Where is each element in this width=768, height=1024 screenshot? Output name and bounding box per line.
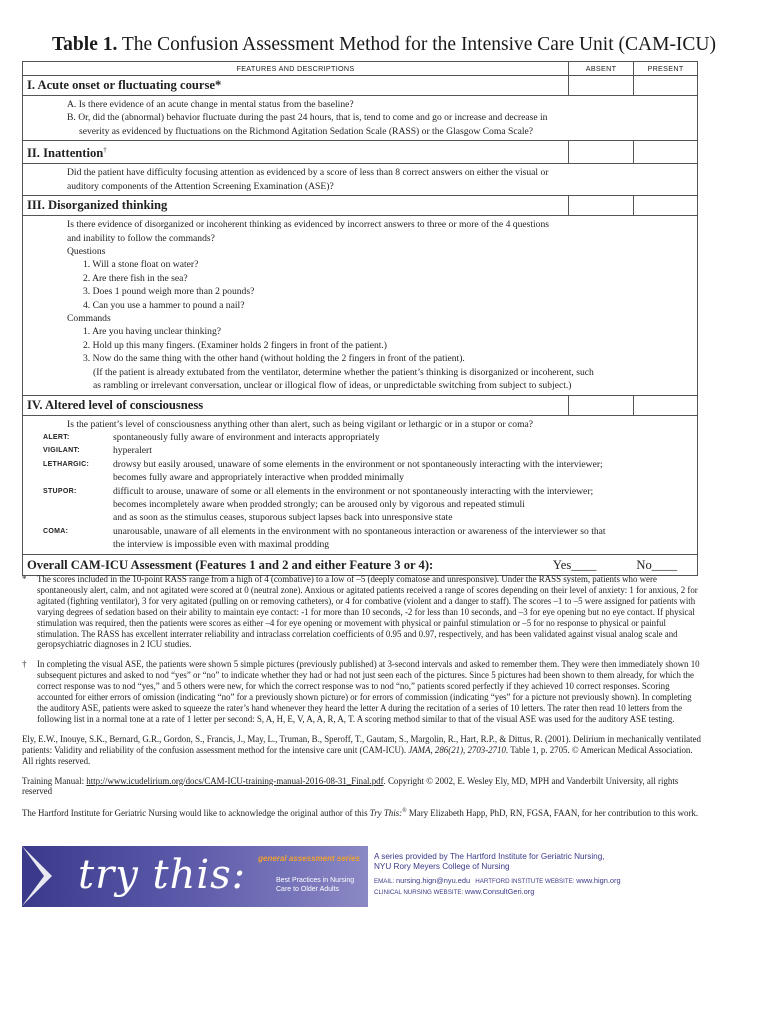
acknowledgement: The Hartford Institute for Geriatric Nursing would like to acknowledge the original author of this Try This:® Mary Elizabeth Happ, PhD, RN, FGSA, FAAN, for her contribution to this work. <box>22 808 699 819</box>
section-1-absent-cell[interactable] <box>569 76 634 96</box>
training-manual-link[interactable]: http://www.icudelirium.org/docs/CAM-ICU-training-manual-2016-08-31_Final.pdf <box>86 775 384 786</box>
footnote-ase: † In completing the visual ASE, the patients were shown 5 simple pictures (previously published) at 3-second intervals and asked to remember them. They were then immediately shown 10 subsequent pictures and asked to nod “yes” or “no” to indicate whether they had or had not just seen each of the pictures. Since 5 pictures had been shown to them already, for which the correct response was to nod “yes,” and 5 others were new, for which the correct response was to nod “no,” patients scored perfectly if they achieved 10 correct responses. Scoring accounted for either errors of omission (indicating “no” for a previously shown picture) or for errors of commission (indicating “yes” for a picture not previously shown). In completing the auditory ASE, patients were asked to squeeze the rater’s hand whenever they heard the letter A during the recitation of a series of 10 letters. The rater then read 10 letters from the following list in a normal tone at a rate of 1 letter per second: S, A, H, E, V, A, A, R, A, T. A scoring method similar to that of the visual ASE was used for the auditory ASE testing. <box>22 659 700 724</box>
page-title <box>0 34 768 56</box>
series-label: general assessment series <box>258 854 360 863</box>
section-1-present-cell[interactable] <box>634 76 698 96</box>
s3-question: 3. Does 1 pound weigh more than 2 pounds? <box>83 286 255 298</box>
overall-yes-field[interactable]: Yes____ <box>552 557 597 572</box>
banner-info <box>368 846 702 907</box>
section-4-absent-cell[interactable] <box>569 395 634 415</box>
s4-stupor-row: STUPOR: difficult to arouse, unaware of some or all elements in the environment or not spontaneously interacting with the interviewer; becomes incompletely aware when prodded strongly; can be aroused only by vigorous and repeated stimuli and as soon as the stimulus ceases, stuporous subject lapses back into unresponsive state <box>43 485 594 524</box>
s4-alert-row: ALERT: spontaneously fully aware of environment and interacts appropriately <box>43 431 380 443</box>
s3-questions-label: Questions <box>67 246 106 258</box>
cam-icu-table <box>22 61 698 576</box>
table-title-text: The Confusion Assessment Method for the Intensive Care Unit (CAM-ICU) <box>121 34 717 55</box>
s3-line2: and inability to follow the commands? <box>67 232 215 244</box>
s3-question: 2. Are there fish in the sea? <box>83 272 188 284</box>
footnotes <box>22 574 702 828</box>
footnote-rass: * The scores included in the 10-point RASS range from a high of 4 (combative) to a low of –5 (deeply comatose and unresponsive). Under the RASS system, patients who were spontaneously alert, calm, and not agitated were scored at 0 (neutral zone). Anxious or agitated patients received a range of scores depending on their level of anxiety: 1 for anxious, 2 for agitated (fighting ventilator), 3 for very agitated (pulling on or removing catheters), or 4 for combative (violent and a danger to staff). The scores –1 to –5 were assigned for patients with varying degrees of sedation based on their ability to maintain eye contact: -1 for more than 10 seconds, -2 for less than 10 seconds, and –3 for eye opening but no eye contact. If physical stimulation was required, then the patients were scores as either –4 for eye opening or movement with physical or painful stimulation or –5 for no response to physical or painful stimulation. The RASS has excellent interrater reliability and intraclass correlation coefficients of 0.95 and 0.97, respectively, and has been validated against visual analog scale and geropsychiatric diagnoses in 2 ICU studies. <box>22 574 698 650</box>
header-features: FEATURES AND DESCRIPTIONS <box>23 62 569 76</box>
s3-command: 1. Are you having unclear thinking? <box>83 326 222 338</box>
consultgeri-link[interactable]: www.ConsultGeri.org <box>464 887 535 896</box>
s3-commands-label: Commands <box>67 313 111 325</box>
training-manual: Training Manual: http://www.icudelirium.org/docs/CAM-ICU-training-manual-2016-08-31_Final.pdf. Copyright © 2002, E. Wesley Ely, MD, MPH and Vanderbilt University, all rights reserved <box>22 775 679 797</box>
provided-line1: A series provided by The Hartford Institute for Geriatric Nursing, <box>374 852 605 861</box>
table-label: Table 1. <box>51 34 118 55</box>
section-1-body <box>23 96 698 141</box>
overall-assessment-row <box>23 554 698 575</box>
section-4-heading: IV. Altered level of consciousness <box>23 395 569 415</box>
table-header-row <box>23 62 698 76</box>
section-4-present-cell[interactable] <box>634 395 698 415</box>
s3-command: 3. Now do the same thing with the other hand (without holding the 2 fingers in front of the patient). <box>83 353 465 365</box>
banner-graphic <box>22 846 368 907</box>
s4-vigilant-row: VIGILANT: hyperalert <box>43 445 152 457</box>
s1-item-b-line1: B. Or, did the (abnormal) behavior fluctuate during the past 24 hours, that is, tend to come and go or increase and decrease in <box>67 112 548 124</box>
section-3-absent-cell[interactable] <box>569 196 634 216</box>
s4-coma-row: COMA: unarousable, unaware of all elements in the environment with no spontaneous interaction or awareness of the interviewer so that the interview is impossible even with maximal prodding <box>43 525 606 551</box>
s3-question: 4. Can you use a hammer to pound a nail? <box>83 299 245 311</box>
s1-item-b-line2: severity as evidenced by fluctuations on the Richmond Agitation Sedation Scale (RASS) or the Glasgow Coma Scale? <box>79 125 534 137</box>
s3-paren-line1: (If the patient is already extubated from the ventilator, determine whether the patient’s thinking is disorganized or incoherent, such <box>93 366 594 378</box>
s4-lethargic-row: LETHARGIC: drowsy but easily aroused, unaware of some elements in the environment or not spontaneously interacting with the interviewer; becomes fully aware and appropriately interactive when prodded minimally <box>43 458 603 484</box>
section-3-body <box>23 216 698 395</box>
section-2-header <box>23 141 698 164</box>
header-present: PRESENT <box>634 62 698 76</box>
section-3-heading: III. Disorganized thinking <box>23 196 569 216</box>
section-4-header <box>23 395 698 415</box>
provided-line2: NYU Rory Meyers College of Nursing <box>374 862 510 871</box>
section-2-present-cell[interactable] <box>634 141 698 164</box>
s3-paren-line2: as rambling or irrelevant conversation, unclear or illogical flow of ideas, or unpredictable switching from subject to subject.) <box>93 380 572 392</box>
email-link[interactable]: nursing.hign@nyu.edu <box>396 876 471 885</box>
section-3-present-cell[interactable] <box>634 196 698 216</box>
section-3-header <box>23 196 698 216</box>
section-2-body <box>23 164 698 196</box>
header-absent: ABSENT <box>569 62 634 76</box>
s4-line1: Is the patient’s level of consciousness anything other than alert, such as being vigilant or lethargic or in a stupor or coma? <box>67 418 534 430</box>
arrow-inner-icon <box>22 846 44 906</box>
section-2-absent-cell[interactable] <box>569 141 634 164</box>
citation: Ely, E.W., Inouye, S.K., Bernard, G.R., Gordon, S., Francis, J., May, L., Truman, B., Speroff, T., Gautam, S., Margolin, R., Hart, R.P., & Dittus, R. (2001). Delirium in mechanically ventilated patients: Validity and reliability of the confusion assessment method for the intensive care unit (CAM-ICU). JAMA, 286(21), 2703-2710. Table 1, p. 2705. © American Medical Association. All rights reserved. <box>22 733 701 766</box>
s3-command: 2. Hold up this many fingers. (Examiner holds 2 fingers in front of the patient.) <box>83 339 388 351</box>
s1-item-a: A. Is there evidence of an acute change in mental status from the baseline? <box>67 99 354 110</box>
section-2-heading: II. Inattention† <box>23 141 569 164</box>
overall-assessment-label: Overall CAM-ICU Assessment (Features 1 and 2 and either Feature 3 or 4): <box>27 557 434 572</box>
overall-no-field[interactable]: No____ <box>636 557 677 572</box>
s2-line2: auditory components of the Attention Screening Examination (ASE)? <box>67 180 334 192</box>
s3-line1: Is there evidence of disorganized or incoherent thinking as evidenced by incorrect answers to three or more of the 4 questions <box>67 219 550 231</box>
s2-line1: Did the patient have difficulty focusing attention as evidenced by a score of less than 8 correct answers on either the visual or <box>67 167 549 179</box>
contact-line1: EMAIL: nursing.hign@nyu.edu HARTFORD INSTITUTE WEBSITE: www.hign.org <box>374 876 621 885</box>
section-4-body <box>23 415 698 554</box>
hign-link[interactable]: www.hign.org <box>576 876 621 885</box>
best-practices-label: Best Practices in Nursing Care to Older Adults <box>276 877 355 893</box>
try-this-banner <box>22 846 702 907</box>
s3-question: 1. Will a stone float on water? <box>83 259 199 271</box>
section-1-heading: I. Acute onset or fluctuating course* <box>23 76 569 96</box>
section-1-header <box>23 76 698 96</box>
try-this-logo: try this: <box>78 852 247 898</box>
contact-line2: CLINICAL NURSING WEBSITE: www.ConsultGeri.org <box>374 887 535 896</box>
